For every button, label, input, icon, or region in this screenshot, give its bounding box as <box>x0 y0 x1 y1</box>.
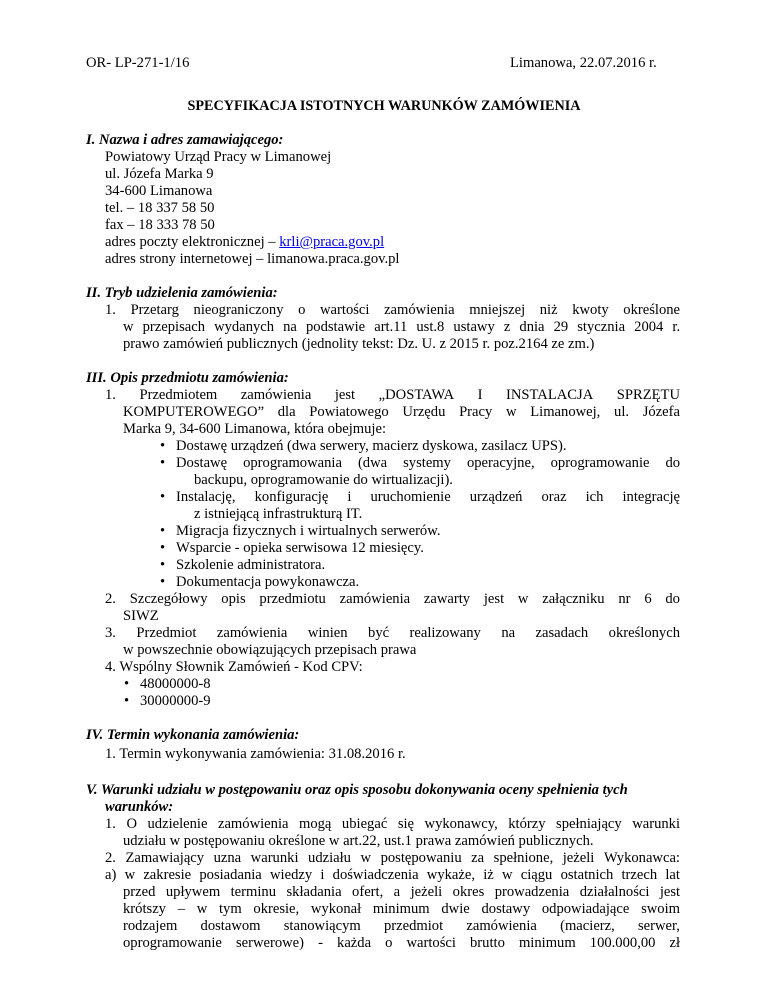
scope-bullet-3a: • Instalację, konfigurację i uruchomienie urządzeń oraz ich integrację <box>176 489 680 506</box>
section-3-para-1c: Marka 9, 34-600 Limanowa, która obejmuje: <box>123 421 387 437</box>
section-3-para-3b: w powszechnie obowiązujących przepisach prawa <box>123 642 417 658</box>
section-5-heading-b: warunków: <box>105 799 174 815</box>
section-3-para-2b: SIWZ <box>123 608 159 624</box>
address-line-6 <box>105 234 384 251</box>
section-4-para-1: 1. Termin wykonywania zamówienia: 31.08.2016 r. <box>105 746 406 762</box>
address-line-4: tel. – 18 337 58 50 <box>105 200 215 216</box>
section-4-heading: IV. Termin wykonania zamówienia: <box>86 727 300 743</box>
scope-bullet-2a: • Dostawę oprogramowania (dwa systemy operacyjne, oprogramowanie do <box>176 455 680 472</box>
address-line-1: Powiatowy Urząd Pracy w Limanowej <box>105 149 332 165</box>
cpv-code-2: • 30000000-9 <box>140 693 211 710</box>
section-2-heading: II. Tryb udzielenia zamówienia: <box>86 285 278 301</box>
section-5-para-a-5: oprogramowanie serwerowe) - każda o wartości brutto minimum 100.000,00 zł <box>123 935 681 951</box>
section-3-para-4: 4. Wspólny Słownik Zamówień - Kod CPV: <box>105 659 363 675</box>
address-line-3: 34-600 Limanowa <box>105 183 213 199</box>
section-5-para-a-2: przed upływem terminu składania ofert, a jeżeli okres prowadzenia działalności jest <box>123 884 681 900</box>
section-5-para-a-3: krótszy – w tym okresie, wykonał minimum dwie dostawy odpowiadające swoim <box>123 901 681 917</box>
scope-bullet-5: • Wsparcie - opieka serwisowa 12 miesięcy. <box>176 540 424 557</box>
section-3-heading: III. Opis przedmiotu zamówienia: <box>86 370 289 386</box>
section-2-para-1c: prawo zamówień publicznych (jednolity tekst: Dz. U. z 2015 r. poz.2164 ze zm.) <box>123 336 595 352</box>
section-5-para-2: 2. Zamawiający uzna warunki udziału w postępowaniu za spełnione, jeżeli Wykonawca: <box>105 850 680 866</box>
place-and-date: Limanowa, 22.07.2016 r. <box>510 55 657 71</box>
section-5-para-1b: udziału w postępowaniu określone w art.22, ust.1 prawa zamówień publicznych. <box>123 833 594 849</box>
scope-bullet-2b: backupu, oprogramowanie do wirtualizacji). <box>194 472 453 488</box>
address-line-5: fax – 18 333 78 50 <box>105 217 215 233</box>
cpv-code-1: • 48000000-8 <box>140 676 211 693</box>
address-line-2: ul. Józefa Marka 9 <box>105 166 214 182</box>
section-3-para-1a: 1. Przedmiotem zamówienia jest „DOSTAWA I INSTALACJA SPRZĘTU <box>105 387 681 403</box>
address-line-7: adres strony internetowej – limanowa.praca.gov.pl <box>105 251 400 267</box>
section-3-para-1b: KOMPUTEROWEGO” dla Powiatowego Urzędu Pracy w Limanowej, ul. Józefa <box>123 404 680 420</box>
section-1-heading: I. Nazwa i adres zamawiającego: <box>86 132 284 148</box>
section-3-para-2a: 2. Szczegółowy opis przedmiotu zamówienia zawarty jest w załączniku nr 6 do <box>105 591 680 607</box>
email-link[interactable]: krli@praca.gov.pl <box>279 234 385 250</box>
section-3-para-3a: 3. Przedmiot zamówienia winien być realizowany na zasadach określonych <box>105 625 681 641</box>
section-5-para-a-4: rodzajem dostawom stanowiącym przedmiot zamówienia (macierz, serwer, <box>123 918 680 934</box>
scope-bullet-3b: z istniejącą infrastrukturą IT. <box>194 506 363 522</box>
email-label: adres poczty elektronicznej – <box>105 234 280 250</box>
section-2-para-1a: 1. Przetarg nieograniczony o wartości zamówienia mniejszej niż kwoty określone <box>105 302 681 318</box>
section-2-para-1b: w przepisach wydanych na podstawie art.11 ust.8 ustawy z dnia 29 stycznia 2004 r. <box>123 319 681 335</box>
document-title: SPECYFIKACJA ISTOTNYCH WARUNKÓW ZAMÓWIENIA <box>187 98 581 114</box>
scope-bullet-1: • Dostawę urządzeń (dwa serwery, macierz dyskowa, zasilacz UPS). <box>176 438 567 455</box>
section-5-heading-a: V. Warunki udziału w postępowaniu oraz opis sposobu dokonywania oceny spełnienia tych <box>86 782 628 798</box>
section-5-para-1a: 1. O udzielenie zamówienia mogą ubiegać się wykonawcy, którzy spełniający warunki <box>105 816 681 832</box>
reference-number: OR- LP-271-1/16 <box>86 55 190 71</box>
scope-bullet-6: • Szkolenie administratora. <box>176 557 325 574</box>
scope-bullet-4: • Migracja fizycznych i wirtualnych serwerów. <box>176 523 440 540</box>
scope-bullet-7: • Dokumentacja powykonawcza. <box>176 574 359 591</box>
section-5-para-a-1: a) w zakresie posiadania wiedzy i doświadczenia wykaże, iż w ciągu ostatnich trzech lat <box>105 867 680 883</box>
